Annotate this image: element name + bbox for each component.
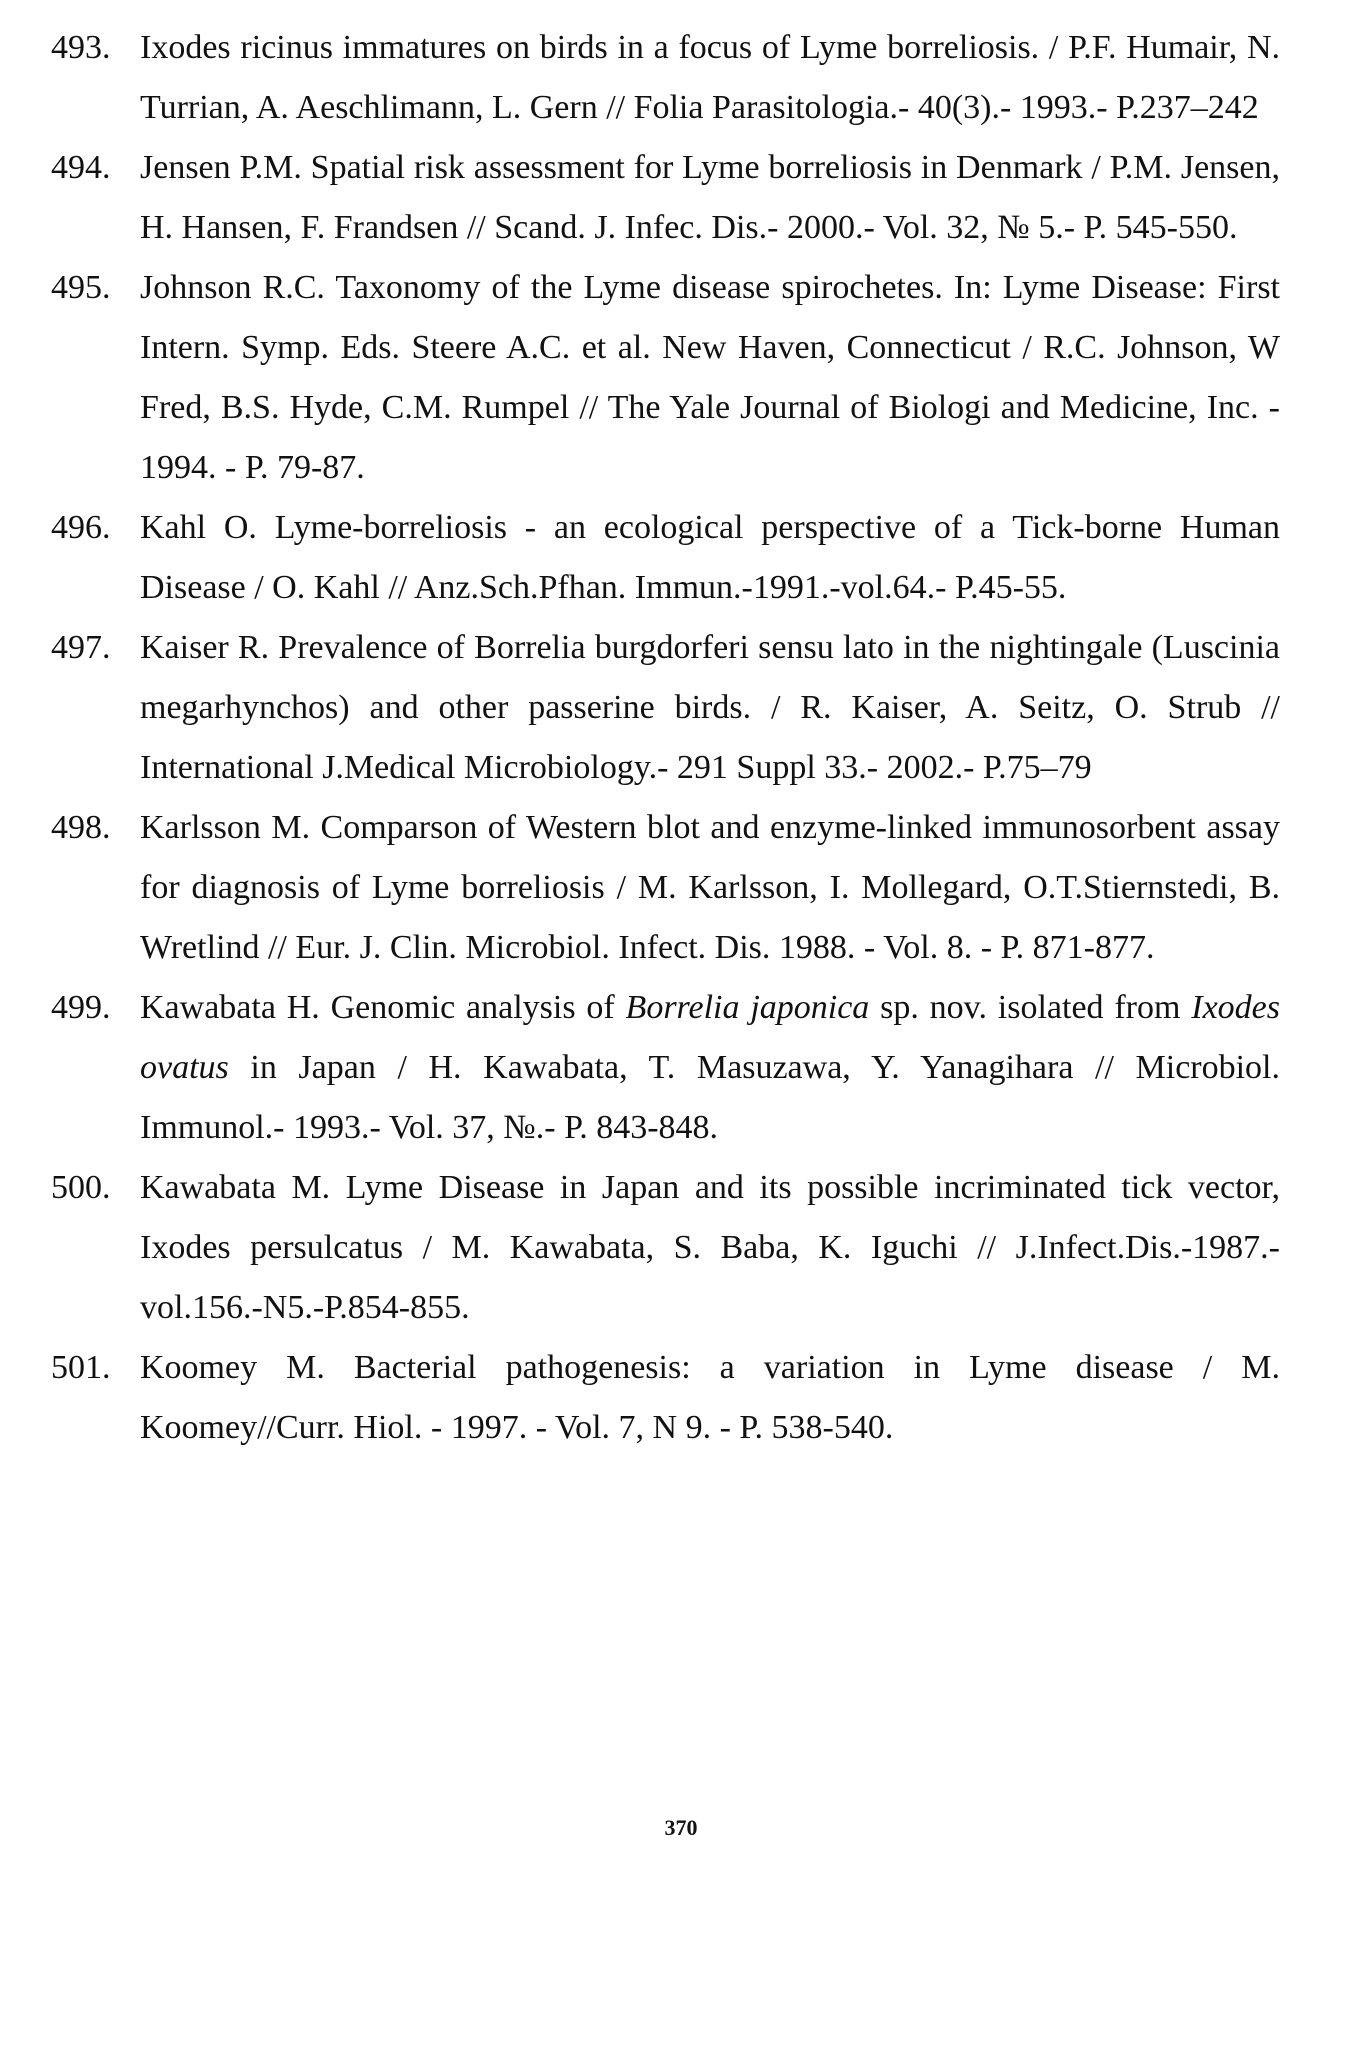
reference-item-498	[51, 798, 1280, 978]
reference-item-494	[51, 138, 1280, 258]
reference-number: 496.	[51, 509, 111, 546]
reference-text: Koomey M. Bacterial pathogenesis: a variation in Lyme disease / M. Koomey//Curr. Hiol. - 1997. - Vol. 7, N 9. - P. 538-540.	[140, 1349, 1280, 1446]
reference-number: 498.	[51, 809, 111, 846]
reference-text: Johnson R.C. Taxonomy of the Lyme disease spirochetes. In: Lyme Disease: First Intern. Symp. Eds. Steere A.C. et al. New Haven, Connecticut / R.C. Johnson, W Fred, B.S. Hyde, C.M. Rumpel // The Yale Journal of Biologi and Medicine, Inc. - 1994. - P. 79-87.	[140, 269, 1280, 486]
reference-item-500	[51, 1158, 1280, 1338]
reference-text: Kahl O. Lyme-borreliosis - an ecological perspective of a Tick-borne Human Disease / O. Kahl // Anz.Sch.Pfhan. Immun.-1991.-vol.64.- P.45-55.	[140, 509, 1280, 606]
reference-text: Ixodes ricinus immatures on birds in a focus of Lyme borreliosis. / P.F. Humair, N. Turrian, A. Aeschlimann, L. Gern // Folia Parasitologia.- 40(3).- 1993.- P.237–242	[140, 29, 1280, 126]
reference-item-495	[51, 258, 1280, 498]
reference-text-part: in Japan / H. Kawabata, T. Masuzawa, Y. Yanagihara // Microbiol. Immunol.- 1993.- Vol. 37, №.- P. 843-848.	[140, 1049, 1280, 1146]
reference-item-501	[51, 1338, 1280, 1458]
reference-number: 494.	[51, 149, 111, 186]
reference-list	[51, 18, 1281, 1458]
reference-number: 501.	[51, 1349, 111, 1386]
reference-number: 493.	[51, 29, 111, 66]
reference-text: Jensen P.M. Spatial risk assessment for Lyme borreliosis in Denmark / P.M. Jensen, H. Hansen, F. Frandsen // Scand. J. Infec. Dis.- 2000.- Vol. 32, № 5.- P. 545-550.	[140, 149, 1280, 246]
reference-text: Kaiser R. Prevalence of Borrelia burgdorferi sensu lato in the nightingale (Luscinia megarhynchos) and other passerine birds. / R. Kaiser, A. Seitz, O. Strub // International J.Medical Microbiology.- 291 Suppl 33.- 2002.- P.75–79	[140, 629, 1280, 786]
reference-text: Karlsson M. Comparson of Western blot and enzyme-linked immunosorbent assay for diagnosis of Lyme borreliosis / M. Karlsson, I. Mollegard, O.T.Stiernstedi, B. Wretlind // Eur. J. Clin. Microbiol. Infect. Dis. 1988. - Vol. 8. - P. 871-877.	[140, 809, 1280, 966]
reference-text-part: Kawabata H. Genomic analysis of	[140, 989, 626, 1026]
reference-item-499	[51, 978, 1281, 1158]
species-name-italic: Ixodes ovatus	[140, 989, 1281, 1086]
reference-text-part: sp. nov. isolated from	[869, 989, 1192, 1026]
reference-number: 499.	[51, 989, 111, 1026]
reference-text: Kawabata M. Lyme Disease in Japan and its possible incriminated tick vector, Ixodes persulcatus / M. Kawabata, S. Baba, K. Iguchi // J.Infect.Dis.-1987.- vol.156.-N5.-P.854-855.	[140, 1169, 1280, 1326]
page-number: 370	[664, 1815, 698, 1840]
reference-item-497	[51, 618, 1280, 798]
reference-item-493	[51, 18, 1280, 138]
reference-item-496	[51, 498, 1280, 618]
reference-number: 500.	[51, 1169, 111, 1206]
reference-number: 497.	[51, 629, 111, 666]
species-name-italic: Borrelia japonica	[625, 989, 870, 1026]
reference-number: 495.	[51, 269, 111, 306]
